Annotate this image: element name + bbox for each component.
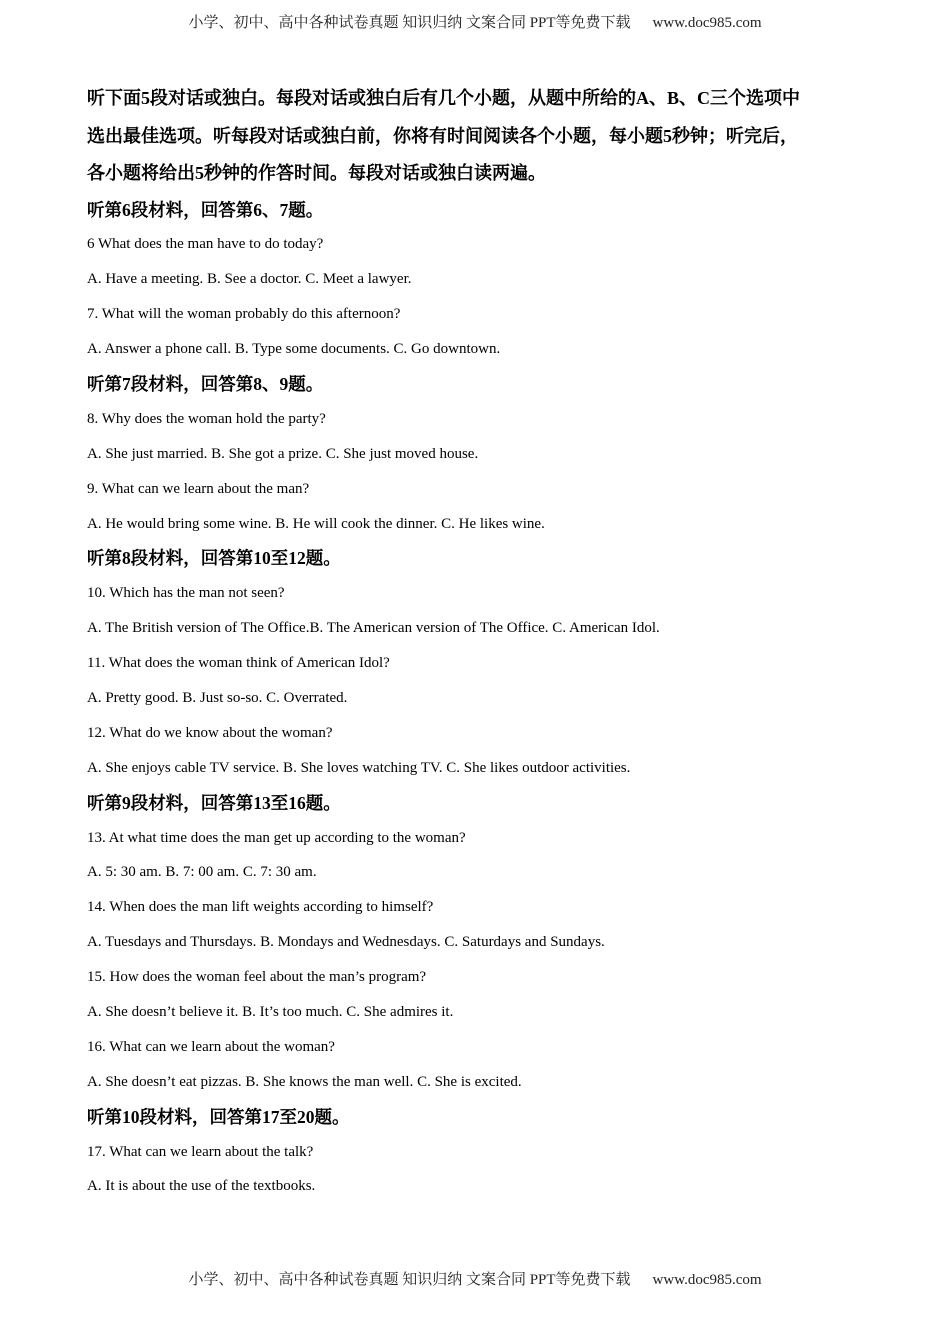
question-line: 11. What does the woman think of American Idol?: [87, 655, 390, 672]
question-line: 12. What do we know about the woman?: [87, 724, 333, 741]
question-line: A. She doesn’t eat pizzas. B. She knows the man well. C. She is excited.: [87, 1073, 522, 1090]
footer-text: 小学、初中、高中各种试卷真题 知识归纳 文案合同 PPT等免费下载: [188, 1272, 631, 1288]
question-line: A. Pretty good. B. Just so-so. C. Overrated.: [87, 689, 348, 706]
question-line: 14. When does the man lift weights according to himself?: [87, 899, 434, 916]
question-line: 8. Why does the woman hold the party?: [87, 410, 326, 427]
question-line: A. The British version of The Office.B. The American version of The Office. C. American Idol.: [87, 620, 660, 637]
intro-line: 选出最佳选项。听每段对话或独白前，你将有时间阅读各个小题，每小题5秒钟；听完后，: [87, 125, 798, 146]
question-line: A. Answer a phone call. B. Type some documents. C. Go downtown.: [87, 341, 501, 358]
footer-site: www.doc985.com: [652, 1272, 762, 1288]
section-heading: 听第10段材料，回答第17至20题。: [87, 1106, 350, 1127]
question-line: A. 5: 30 am. B. 7: 00 am. C. 7: 30 am.: [87, 864, 317, 881]
question-line: A. Have a meeting. B. See a doctor. C. Meet a lawyer.: [87, 271, 412, 288]
question-line: A. She doesn’t believe it. B. It’s too much. C. She admires it.: [87, 1003, 454, 1020]
question-line: A. He would bring some wine. B. He will cook the dinner. C. He likes wine.: [87, 515, 545, 532]
question-line: 15. How does the woman feel about the man’s program?: [87, 969, 427, 986]
section-heading: 听第9段材料，回答第13至16题。: [87, 792, 341, 813]
question-line: 16. What can we learn about the woman?: [87, 1038, 335, 1055]
page-header: [0, 11, 950, 32]
page-footer: [0, 1268, 950, 1289]
header-text: 小学、初中、高中各种试卷真题 知识归纳 文案合同 PPT等免费下载: [188, 15, 631, 31]
section-heading: 听第7段材料，回答第8、9题。: [87, 373, 324, 394]
section-heading: 听第8段材料，回答第10至12题。: [87, 548, 341, 569]
question-line: 10. Which has the man not seen?: [87, 585, 285, 602]
question-line: 6 What does the man have to do today?: [87, 236, 324, 253]
intro-line: 各小题将给出5秒钟的作答时间。每段对话或独白读两遍。: [87, 163, 546, 183]
question-line: A. It is about the use of the textbooks.: [87, 1178, 316, 1195]
question-line: 7. What will the woman probably do this afternoon?: [87, 306, 401, 323]
document-body: [87, 80, 877, 1204]
question-line: 17. What can we learn about the talk?: [87, 1143, 314, 1160]
section-heading: 听第6段材料，回答第6、7题。: [87, 199, 324, 220]
question-line: A. She just married. B. She got a prize. C. She just moved house.: [87, 445, 479, 462]
question-line: 13. At what time does the man get up according to the woman?: [87, 829, 466, 846]
question-line: A. She enjoys cable TV service. B. She loves watching TV. C. She likes outdoor activities.: [87, 759, 631, 776]
question-line: 9. What can we learn about the man?: [87, 480, 310, 497]
intro-line: 听下面5段对话或独白。每段对话或独白后有几个小题，从题中所给的A、B、C三个选项中: [87, 88, 800, 108]
question-line: A. Tuesdays and Thursdays. B. Mondays and Wednesdays. C. Saturdays and Sundays.: [87, 934, 605, 951]
header-site: www.doc985.com: [652, 15, 762, 31]
